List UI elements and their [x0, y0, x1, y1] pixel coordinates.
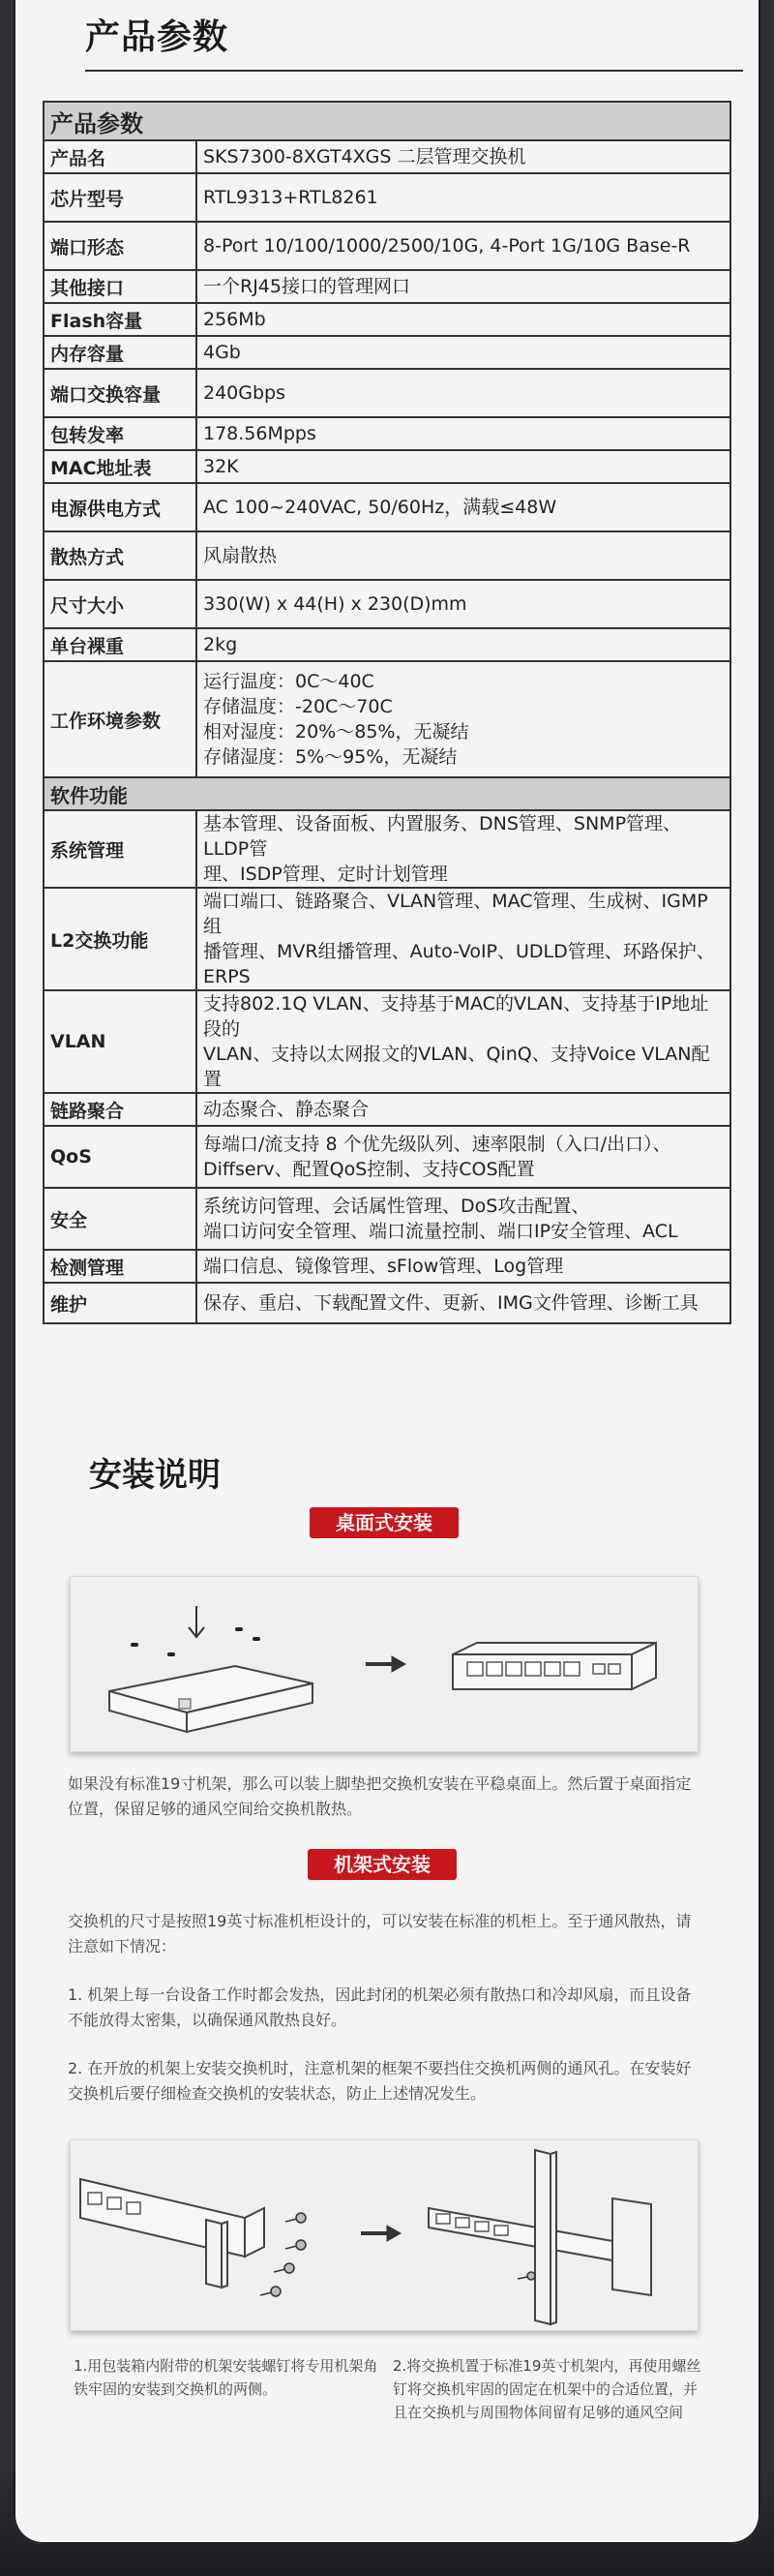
spec-row	[44, 140, 730, 173]
spec-value	[196, 1126, 730, 1188]
spec-value-line: AC 100~240VAC, 50/60Hz，满载≤48W	[203, 497, 557, 518]
desk-install-illustration	[70, 1576, 699, 1752]
spec-key: 系统管理	[44, 810, 196, 888]
spec-value	[196, 450, 730, 483]
spec-row	[44, 628, 730, 661]
spec-key: 内存容量	[44, 336, 196, 369]
spec-value	[196, 580, 730, 628]
spec-key: 产品名	[44, 140, 196, 173]
spec-value	[196, 1093, 730, 1126]
spec-value	[196, 173, 730, 222]
spec-row	[44, 1093, 730, 1126]
spec-row	[44, 173, 730, 222]
spec-value-line: 256Mb	[203, 309, 266, 330]
spec-key: L2交换功能	[44, 888, 196, 990]
spec-value-line: 端口访问安全管理、端口流量控制、端口IP安全管理、ACL	[203, 1221, 678, 1242]
spec-value-line: 330(W) x 44(H) x 230(D)mm	[203, 593, 467, 615]
spec-value-line: 保存、重启、下载配置文件、更新、IMG文件管理、诊断工具	[203, 1292, 699, 1314]
spec-row	[44, 369, 730, 417]
spec-row	[44, 336, 730, 369]
spec-value-line: 32K	[203, 456, 239, 477]
spec-row	[44, 270, 730, 303]
spec-value	[196, 888, 730, 990]
rack-install-intro: 交换机的尺寸是按照19英寸标准机柜设计的，可以安装在标准的机柜上。至于通风散热，请注意如下情况：	[68, 1912, 692, 1955]
spec-key: 检测管理	[44, 1250, 196, 1283]
spec-row	[44, 450, 730, 483]
spec-row	[44, 580, 730, 628]
spec-value	[196, 1250, 730, 1283]
spec-value-line: 基本管理、设备面板、内置服务、DNS管理、SNMP管理、LLDP管	[203, 813, 682, 860]
spec-value-line: VLAN、支持以太网报文的VLAN、QinQ、支持Voice VLAN配置	[203, 1044, 710, 1090]
spec-table	[43, 101, 731, 1324]
spec-value-line: 风扇散热	[203, 545, 278, 566]
spec-value-line: 一个RJ45接口的管理网口	[203, 276, 410, 297]
spec-key: 单台裸重	[44, 628, 196, 661]
spec-key: 链路聚合	[44, 1093, 196, 1126]
spec-row	[44, 417, 730, 450]
spec-row	[44, 222, 730, 270]
spec-section-header	[44, 777, 730, 810]
section-title-params: 产品参数	[85, 17, 229, 57]
spec-row	[44, 661, 730, 777]
spec-value	[196, 1283, 730, 1323]
spec-row	[44, 1126, 730, 1188]
spec-value-line: 端口信息、镜像管理、sFlow管理、Log管理	[203, 1256, 564, 1277]
rack-step-1-caption: 1.用包装箱内附带的机架安装螺钉将专用机架角铁牢固的安装到交换机的两侧。	[74, 2357, 378, 2398]
tag-desk-install: 桌面式安装	[310, 1507, 459, 1538]
spec-value-line: 理、ISDP管理、定时计划管理	[203, 864, 448, 885]
spec-key: 散热方式	[44, 531, 196, 580]
spec-value	[196, 1188, 730, 1250]
spec-value-line: Diffserv、配置QoS控制、支持COS配置	[203, 1159, 535, 1180]
spec-value-line: 存储温度：-20C～70C	[203, 696, 393, 717]
spec-value-line: 240Gbps	[203, 382, 286, 404]
spec-value	[196, 810, 730, 888]
title-underline	[85, 70, 743, 72]
spec-key: 工作环境参数	[44, 661, 196, 777]
spec-value	[196, 336, 730, 369]
spec-value-line: 系统访问管理、会话属性管理、DoS攻击配置、	[203, 1196, 590, 1217]
spec-value	[196, 417, 730, 450]
spec-value	[196, 303, 730, 336]
spec-value	[196, 369, 730, 417]
spec-value-line: ERPS	[203, 966, 251, 987]
spec-row	[44, 1188, 730, 1250]
spec-value	[196, 661, 730, 777]
spec-section-header	[44, 102, 730, 140]
spec-value	[196, 140, 730, 173]
spec-key: 电源供电方式	[44, 483, 196, 531]
spec-row	[44, 990, 730, 1093]
spec-value	[196, 531, 730, 580]
spec-value-line: 播管理、MVR组播管理、Auto-VoIP、UDLD管理、环路保护、	[203, 941, 715, 962]
spec-value-line: RTL9313+RTL8261	[203, 187, 378, 208]
spec-value-line: 8-Port 10/100/1000/2500/10G, 4-Port 1G/10G Base-R	[203, 235, 691, 257]
spec-key: 端口形态	[44, 222, 196, 270]
spec-key: 端口交换容量	[44, 369, 196, 417]
spec-key: 安全	[44, 1188, 196, 1250]
rack-install-note-1: 1. 机架上每一台设备工作时都会发热，因此封闭的机架必须有散热口和冷却风扇，而且设备不能放得太密集，以确保通风散热良好。	[68, 1985, 692, 2029]
spec-key: 维护	[44, 1283, 196, 1323]
spec-row	[44, 888, 730, 990]
spec-value	[196, 990, 730, 1093]
spec-value-line: 存储湿度：5%～95%，无凝结	[203, 746, 458, 768]
spec-value	[196, 270, 730, 303]
spec-value-line: SKS7300-8XGT4XGS 二层管理交换机	[203, 146, 526, 167]
spec-row	[44, 1250, 730, 1283]
spec-row	[44, 1283, 730, 1323]
rack-install-note-2: 2. 在开放的机架上安装交换机时，注意机架的框架不要挡住交换机两侧的通风孔。在安装好交换机后要仔细检查交换机的安装状态，防止上述情况发生。	[68, 2059, 692, 2103]
spec-section-header-label: 产品参数	[44, 102, 730, 140]
section-title-install: 安装说明	[89, 1456, 221, 1495]
spec-value	[196, 483, 730, 531]
spec-key: VLAN	[44, 990, 196, 1093]
spec-key: 包转发率	[44, 417, 196, 450]
spec-section-header-label: 软件功能	[44, 777, 730, 810]
spec-key: 芯片型号	[44, 173, 196, 222]
spec-row	[44, 483, 730, 531]
spec-key: QoS	[44, 1126, 196, 1188]
spec-row	[44, 810, 730, 888]
spec-value-line: 支持802.1Q VLAN、支持基于MAC的VLAN、支持基于IP地址段的	[203, 993, 709, 1040]
spec-key: MAC地址表	[44, 450, 196, 483]
spec-value-line: 端口端口、链路聚合、VLAN管理、MAC管理、生成树、IGMP组	[203, 891, 708, 937]
spec-value-line: 2kg	[203, 634, 238, 655]
spec-value-line: 运行温度：0C～40C	[203, 671, 374, 692]
tag-rack-install: 机架式安装	[308, 1849, 457, 1880]
spec-row	[44, 303, 730, 336]
spec-value-line: 动态聚合、静态聚合	[203, 1099, 370, 1120]
spec-value	[196, 222, 730, 270]
spec-value-line: 4Gb	[203, 342, 241, 363]
spec-value-line: 178.56Mpps	[203, 423, 316, 444]
desk-install-text: 如果没有标准19寸机架，那么可以装上脚垫把交换机安装在平稳桌面上。然后置于桌面指定位置，保留足够的通风空间给交换机散热。	[68, 1774, 692, 1818]
spec-row	[44, 531, 730, 580]
spec-value-line: 相对湿度：20%～85%，无凝结	[203, 721, 469, 742]
spec-key: 其他接口	[44, 270, 196, 303]
spec-key: Flash容量	[44, 303, 196, 336]
spec-key: 尺寸大小	[44, 580, 196, 628]
rack-install-illustration	[70, 2139, 699, 2331]
rack-step-2-caption: 2.将交换机置于标准19英寸机架内，再使用螺丝钉将交换机牢固的固定在机架中的合适位置，并且在交换机与周围物体间留有足够的通风空间	[393, 2357, 701, 2421]
spec-value	[196, 628, 730, 661]
spec-value-line: 每端口/流支持 8 个优先级队列、速率限制（入口/出口）、	[203, 1134, 671, 1155]
